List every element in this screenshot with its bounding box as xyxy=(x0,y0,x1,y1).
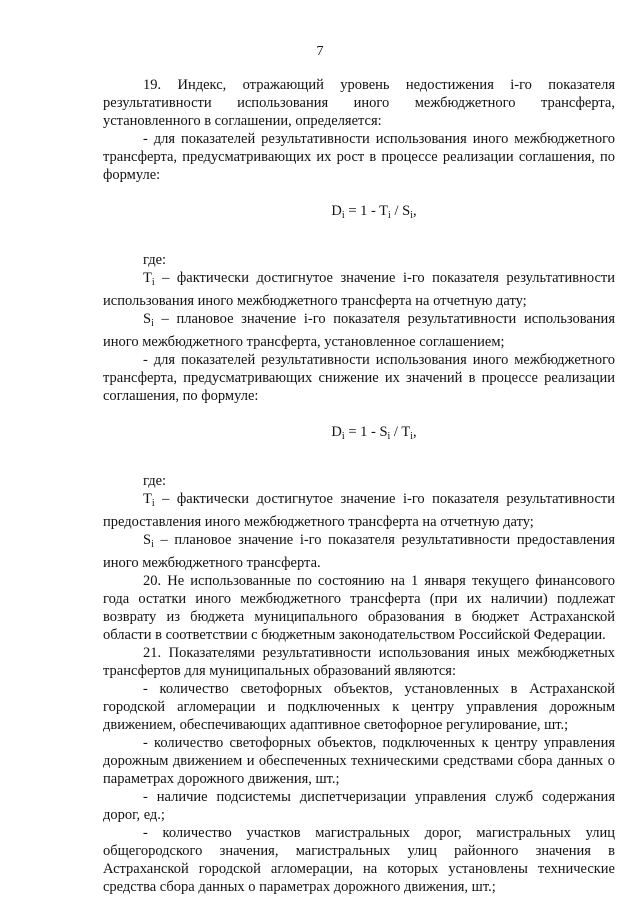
where-label: где: xyxy=(143,252,167,268)
list-item: - количество светофорных объектов, подключенных к центру управления дорожным движением и обеспеченных техническими средствами сбора данных о параметрах дорожного движения, шт.; xyxy=(103,735,615,787)
definition-ti-1: $T_i$ – фактически достигнутое значение i-го показателя результативности использования иного межбюджетного трансферта на отчетную дату; xyxy=(103,270,615,309)
document-body xyxy=(103,76,615,896)
where-label: где: xyxy=(143,473,167,489)
page-number: 7 xyxy=(316,44,324,59)
paragraph-growth-case: - для показателей результативности использования иного межбюджетного трансферта, предусматривающих их рост в процессе реализации соглашения, по формуле: xyxy=(103,131,615,183)
paragraph-decrease-case: - для показателей результативности использования иного межбюджетного трансферта, предусматривающих снижение их значений в процессе реализации соглашения, по формуле: xyxy=(103,352,615,404)
formula-decrease: $D_i = 1 - S_i / T_i$, xyxy=(331,424,417,442)
definition-ti-2: $T_i$ – фактически достигнутое значение i-го показателя результативности предоставления иного межбюджетного трансферта на отчетную дату; xyxy=(103,491,615,530)
paragraph-21: 21. Показателями результативности использования иных межбюджетных трансфертов для муниципальных образований являются: xyxy=(103,645,615,679)
list-item: - количество светофорных объектов, установленных в Астраханской городской агломерации и подключенных к центру управления дорожным движением, обеспечивающих адаптивное светофорное регулирование, шт.; xyxy=(103,681,615,733)
list-item: - наличие подсистемы диспетчеризации управления служб содержания дорог, ед.; xyxy=(103,789,615,823)
definition-si-1: $S_i$ – плановое значение i-го показателя результативности использования иного межбюджетного трансферта, установленное соглашением; xyxy=(103,311,615,350)
definition-si-2: $S_i$ – плановое значение i-го показателя результативности предоставления иного межбюджетного трансферта. xyxy=(103,532,615,571)
paragraph-20: 20. Не использованные по состоянию на 1 января текущего финансового года остатки иного межбюджетного трансферта (при их наличии) подлежат возврату из бюджета муниципального образования в бюджет Астраханской области в соответствии с бюджетным законодательством Российской Федерации. xyxy=(103,573,615,643)
list-item: - количество участков магистральных дорог, магистральных улиц общегородского значения, магистральных улиц районного значения в Астраханской городской агломерации, на которых установлены технические средства сбора данных о параметрах дорожного движения, шт.; xyxy=(103,825,615,895)
formula-growth: $D_i = 1 - T_i / S_i$, xyxy=(331,203,417,221)
paragraph-19: 19. Индекс, отражающий уровень недостижения i-го показателя результативности использования иного межбюджетного трансферта, установленного в соглашении, определяется: xyxy=(103,77,615,129)
